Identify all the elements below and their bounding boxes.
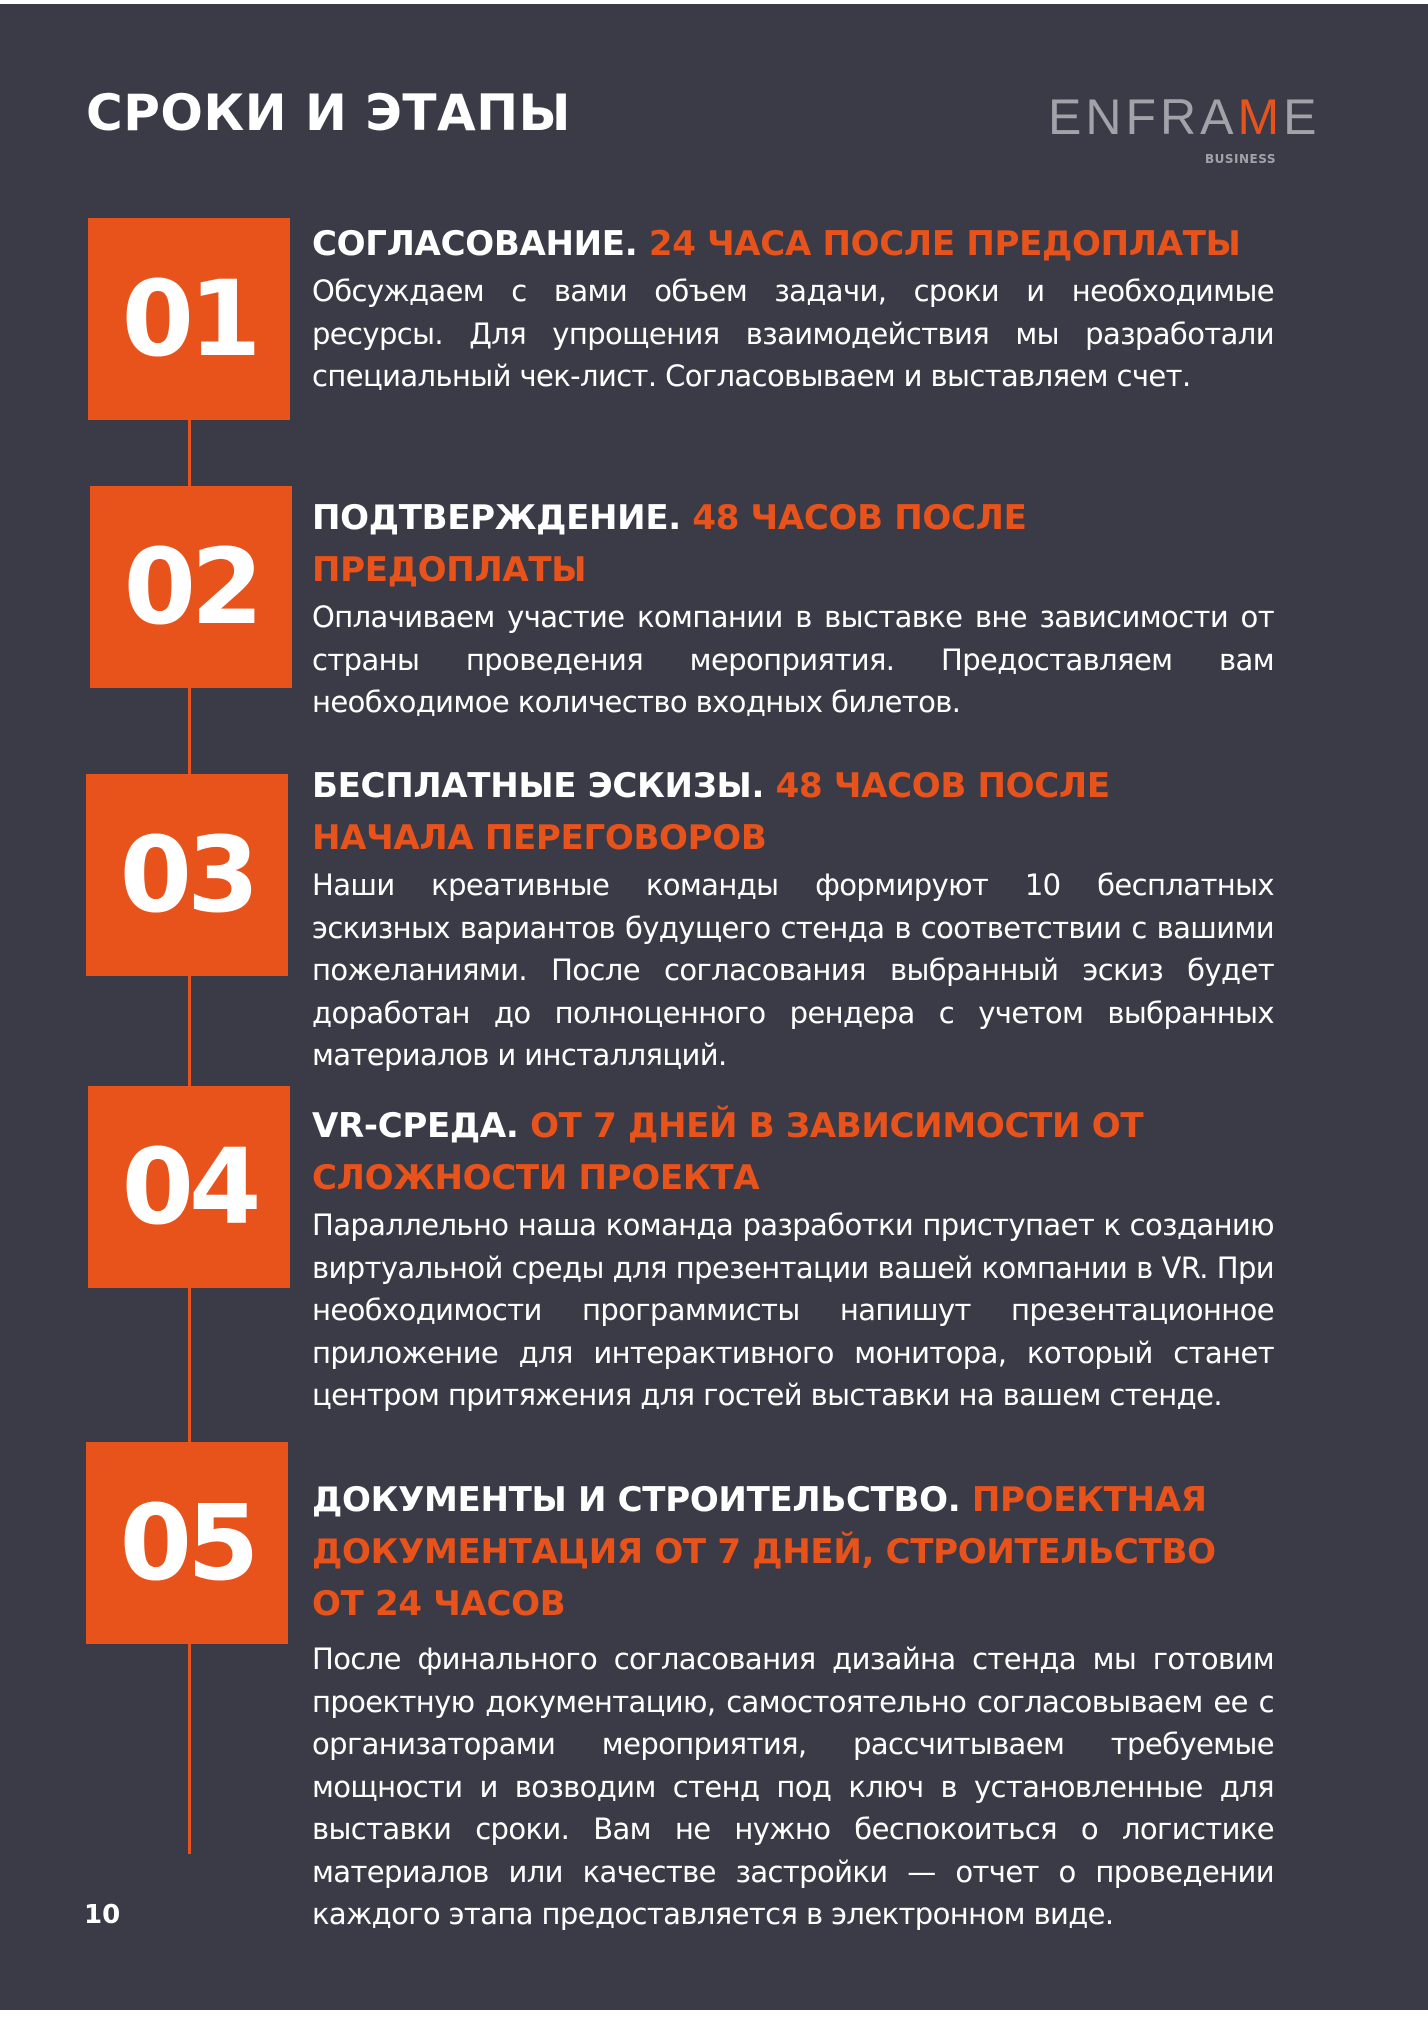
step-item xyxy=(312,218,1274,398)
step-description: После финального согласования дизайна стенда мы готовим проектную документацию, самостоятельно согласовываем ее с организаторами мероприятия, рассчитываем требуемые мощности и возводим стенд под ключ в установленные для выставки сроки. Вам не нужно беспокоиться о логистике материалов или качестве застройки — отчет о проведении каждого этапа предоставляется в электронном виде. xyxy=(312,1642,1274,1931)
step-description: Параллельно наша команда разработки приступает к созданию виртуальной среды для презентации вашей компании в VR. При необходимости программисты напишут презентационное приложение для интерактивного монитора, который станет центром притяжения для гостей выставки на вашем стенде. xyxy=(312,1208,1274,1412)
step-number-box: 03 xyxy=(86,774,288,976)
step-description: Наши креативные команды формируют 10 бесплатных эскизных вариантов будущего стенда в соответствии с вашими пожеланиями. После согласования выбранный эскиз будет доработан до полноценного рендера с учетом выбранных материалов и инсталляций. xyxy=(312,868,1274,1072)
step-title: VR-СРЕДА. ОТ 7 ДНЕЙ В ЗАВИСИМОСТИ ОТ СЛОЖНОСТИ ПРОЕКТА xyxy=(312,1106,1144,1198)
step-item xyxy=(312,1474,1274,1936)
page-number: 10 xyxy=(84,1900,121,1930)
step-number-box: 02 xyxy=(90,486,292,688)
enframe-logo xyxy=(1048,89,1321,172)
step-description: Оплачиваем участие компании в выставке вне зависимости от страны проведения мероприятия. Предоставляем вам необходимое количество входных билетов. xyxy=(312,600,1274,719)
step-number-box: 01 xyxy=(88,218,290,420)
step-title: СОГЛАСОВАНИЕ. 24 ЧАСА ПОСЛЕ ПРЕДОПЛАТЫ xyxy=(312,224,1241,264)
step-item xyxy=(312,1100,1274,1417)
logo-wordmark: ENFRAME xyxy=(1048,89,1321,145)
step-title: БЕСПЛАТНЫЕ ЭСКИЗЫ. 48 ЧАСОВ ПОСЛЕ НАЧАЛА ПЕРЕГОВОРОВ xyxy=(312,766,1110,858)
page-title: СРОКИ И ЭТАПЫ xyxy=(86,84,571,142)
step-description: Обсуждаем с вами объем задачи, сроки и необходимые ресурсы. Для упрощения взаимодействия мы разработали специальный чек-лист. Согласовываем и выставляем счет. xyxy=(312,274,1274,393)
step-number-box: 04 xyxy=(88,1086,290,1288)
logo-subtitle: BUSINESS xyxy=(1205,152,1276,166)
step-title: ПОДТВЕРЖДЕНИЕ. 48 ЧАСОВ ПОСЛЕ ПРЕДОПЛАТЫ xyxy=(312,498,1027,590)
step-title: ДОКУМЕНТЫ И СТРОИТЕЛЬСТВО. ПРОЕКТНАЯ ДОКУМЕНТАЦИЯ ОТ 7 ДНЕЙ, СТРОИТЕЛЬСТВО ОТ 24 ЧАСОВ xyxy=(312,1480,1216,1624)
step-item xyxy=(312,492,1274,724)
step-number-box: 05 xyxy=(86,1442,288,1644)
step-item xyxy=(312,760,1274,1077)
page xyxy=(0,4,1428,2010)
